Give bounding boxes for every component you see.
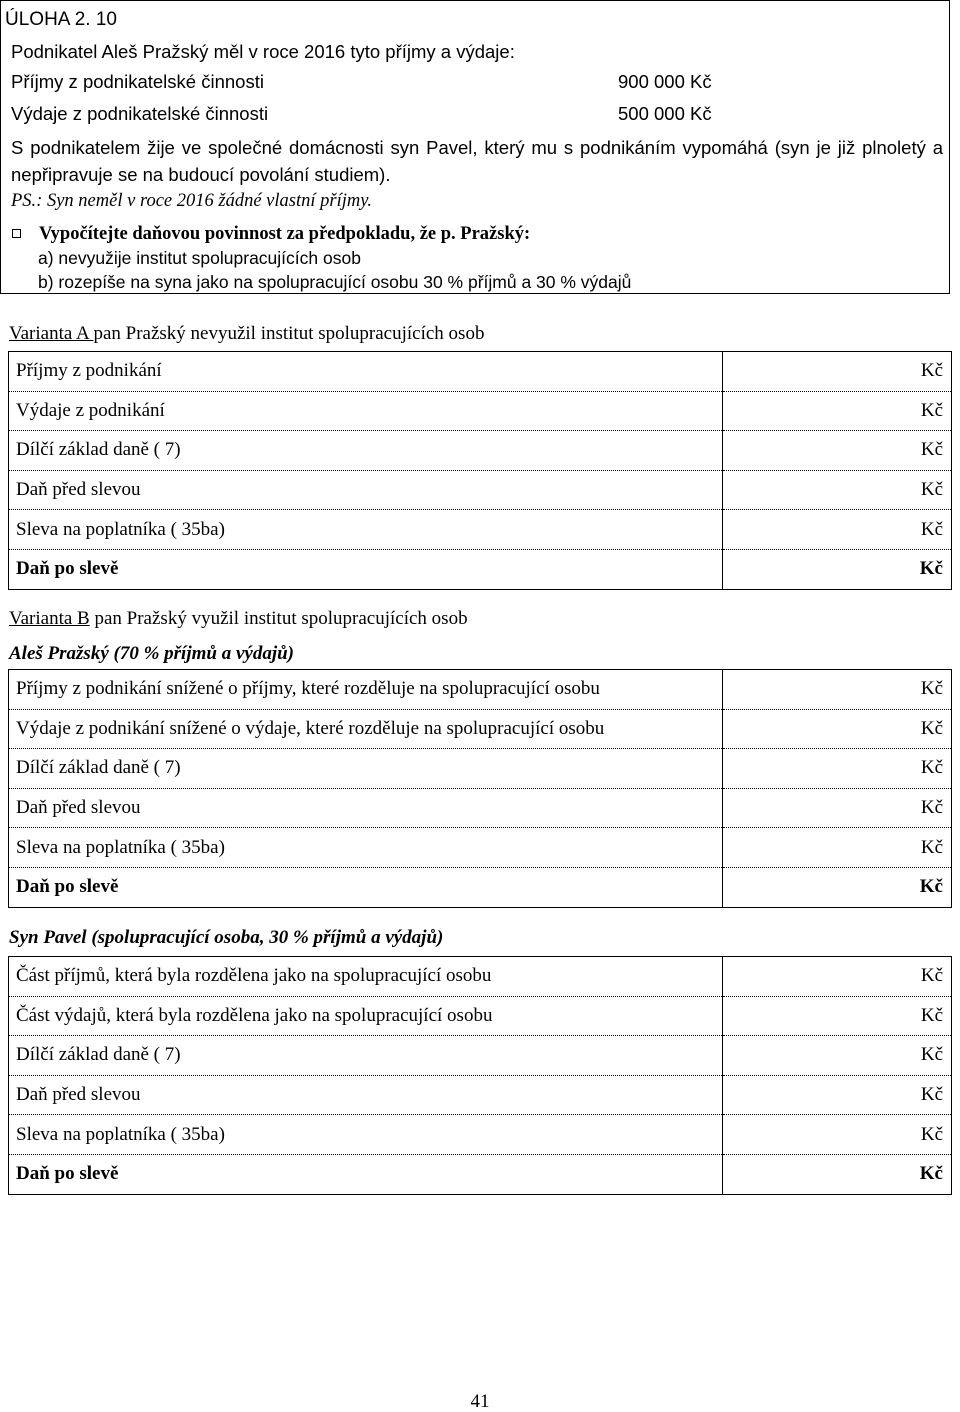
ps-note — [11, 192, 372, 211]
income-value: 900 000 Kč — [618, 71, 712, 92]
page-number: 41 — [470, 1391, 490, 1412]
ps-text: : Syn neměl v roce 2016 žádné vlastní příjmy. — [36, 191, 373, 211]
row-label: Příjmy z podnikání — [9, 352, 723, 392]
table-row — [9, 431, 952, 471]
table-row — [9, 867, 952, 907]
table-row — [9, 1036, 952, 1076]
table-row — [9, 470, 952, 510]
variant-a-text: pan Pražský nevyužil institut spolupracujících osob — [93, 323, 485, 344]
expense-value: 500 000 Kč — [618, 103, 712, 124]
task-paragraph: S podnikatelem žije ve společné domácnosti syn Pavel, který mu s podnikáním vypomáhá (syn je již plnoletý a nepřipravuje se na budoucí povolání studiem). — [11, 137, 943, 185]
row-unit: Kč — [919, 876, 943, 898]
person2-heading: Syn Pavel (spolupracující osoba, 30 % příjmů a výdajů) — [9, 927, 444, 948]
row-unit: Kč — [723, 1075, 952, 1115]
row-unit: Kč — [723, 510, 952, 550]
table-row — [9, 1075, 952, 1115]
task-box — [0, 0, 950, 294]
table-row — [9, 1115, 952, 1155]
task-intro: Podnikatel Aleš Pražský měl v roce 2016 tyto příjmy a výdaje: — [11, 41, 515, 62]
ps-prefix: PS. — [11, 191, 37, 211]
table-row — [9, 957, 952, 997]
row-label: Výdaje z podnikání — [9, 391, 723, 431]
table-row — [9, 996, 952, 1036]
row-label: Daň po slevě — [9, 1154, 723, 1194]
row-unit: Kč — [723, 391, 952, 431]
row-unit: Kč — [723, 828, 952, 868]
row-unit: Kč — [723, 788, 952, 828]
income-label: Příjmy z podnikatelské činnosti — [11, 71, 264, 92]
variant-b-heading — [9, 609, 468, 628]
row-label: Sleva na poplatníka ( 35ba) — [9, 1115, 723, 1155]
table-row — [9, 510, 952, 550]
row-label: Část příjmů, která byla rozdělena jako na spolupracující osobu — [9, 957, 723, 997]
row-unit: Kč — [723, 709, 952, 749]
row-unit: Kč — [723, 957, 952, 997]
table-row — [9, 549, 952, 589]
task-title: ÚLOHA 2. 10 — [5, 9, 117, 30]
row-label: Daň před slevou — [9, 470, 723, 510]
row-unit: Kč — [723, 670, 952, 710]
row-label: Příjmy z podnikání snížené o příjmy, které rozděluje na spolupracující osobu — [9, 670, 723, 710]
row-label: Daň před slevou — [9, 1075, 723, 1115]
row-unit: Kč — [723, 996, 952, 1036]
variant-b-person1-table — [8, 669, 952, 908]
row-unit: Kč — [723, 1115, 952, 1155]
variant-a-table — [8, 351, 952, 590]
row-label: Dílčí základ daně ( 7) — [9, 431, 723, 471]
row-label: Sleva na poplatníka ( 35ba) — [9, 828, 723, 868]
row-label: Dílčí základ daně ( 7) — [9, 749, 723, 789]
option-b: b) rozepíše na syna jako na spolupracující osobu 30 % příjmů a 30 % výdajů — [38, 272, 632, 292]
option-a: a) nevyužije institut spolupracujících osob — [38, 248, 361, 268]
row-unit: Kč — [919, 558, 943, 580]
person1-heading: Aleš Pražský (70 % příjmů a výdajů) — [9, 643, 294, 664]
row-label: Sleva na poplatníka ( 35ba) — [9, 510, 723, 550]
table-row — [9, 670, 952, 710]
checkbox-bullet-icon — [12, 229, 21, 238]
row-unit: Kč — [723, 470, 952, 510]
row-label: Dílčí základ daně ( 7) — [9, 1036, 723, 1076]
table-row — [9, 352, 952, 392]
variant-b-label: Varianta B — [9, 608, 90, 629]
table-row — [9, 1154, 952, 1194]
row-label: Daň po slevě — [9, 867, 723, 907]
table-row — [9, 828, 952, 868]
table-row — [9, 788, 952, 828]
row-unit: Kč — [723, 431, 952, 471]
table-row — [9, 391, 952, 431]
row-unit: Kč — [723, 749, 952, 789]
variant-a-label: Varianta A — [9, 323, 94, 344]
row-label: Výdaje z podnikání snížené o výdaje, které rozděluje na spolupracující osobu — [9, 709, 723, 749]
row-label: Daň po slevě — [9, 549, 723, 589]
task-question: Vypočítejte daňovou povinnost za předpokladu, že p. Pražský: — [39, 224, 531, 244]
row-unit: Kč — [723, 1036, 952, 1076]
variant-b-person2-table — [8, 956, 952, 1195]
variant-a-heading — [9, 324, 484, 343]
table-row — [9, 709, 952, 749]
row-label: Daň před slevou — [9, 788, 723, 828]
row-unit: Kč — [919, 1163, 943, 1185]
row-label: Část výdajů, která byla rozdělena jako na spolupracující osobu — [9, 996, 723, 1036]
row-unit: Kč — [723, 352, 952, 392]
table-row — [9, 749, 952, 789]
expense-label: Výdaje z podnikatelské činnosti — [11, 103, 269, 124]
variant-b-text: pan Pražský využil institut spolupracujících osob — [89, 608, 468, 629]
